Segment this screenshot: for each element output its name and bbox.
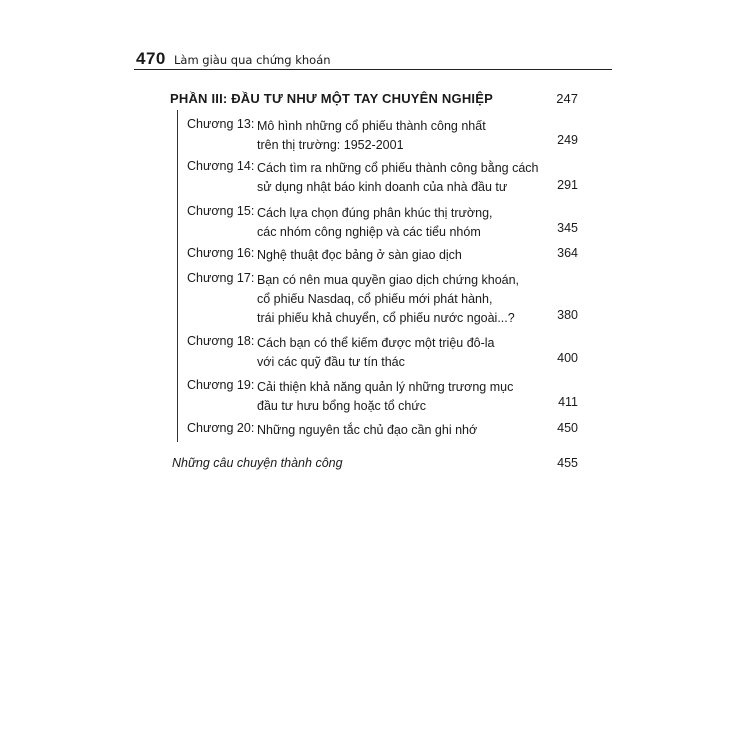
chapter-label: Chương 17: [187,271,255,285]
success-stories-page-number: 455 [557,456,578,470]
chapter-page-number: 400 [557,351,578,365]
chapter-title-line: sử dụng nhật báo kinh doanh của nhà đầu tư [257,180,508,194]
chapter-label: Chương 19: [187,378,255,392]
chapter-title-line: Mô hình những cổ phiếu thành công nhất [257,119,486,133]
page-header [0,0,750,70]
chapter-title-line: Cách lựa chọn đúng phân khúc thị trường, [257,206,493,220]
chapter-title [257,117,517,155]
chapter-title [257,159,539,197]
chapter-label: Chương 20: [187,421,255,435]
chapter-title-line: Nghệ thuật đọc bảng ở sàn giao dịch [257,248,462,262]
chapter-title-line: đầu tư hưu bổng hoặc tổ chức [257,399,426,413]
chapter-page-number: 380 [557,308,578,322]
chapter-title-line: các nhóm công nghiệp và các tiểu nhóm [257,225,481,239]
chapter-list-bracket-line [177,110,178,442]
chapter-title [257,246,517,265]
chapter-title-line: với các quỹ đầu tư tín thác [257,355,405,369]
chapter-label: Chương 15: [187,204,255,218]
chapter-title [257,204,517,242]
chapter-label: Chương 16: [187,246,255,260]
running-title: Làm giàu qua chứng khoán [174,53,331,67]
chapter-title-line: Những nguyên tắc chủ đạo cần ghi nhớ [257,423,478,437]
chapter-page-number: 450 [557,421,578,435]
chapter-title-line: Bạn có nên mua quyền giao dịch chứng khoán, [257,273,520,287]
chapter-title [257,334,517,372]
chapter-label: Chương 18: [187,334,255,348]
chapter-title [257,421,517,440]
chapter-title-line: cổ phiếu Nasdaq, cổ phiếu mới phát hành, [257,292,493,306]
chapter-title [257,271,520,328]
chapter-title-line: trên thị trường: 1952-2001 [257,138,404,152]
chapter-page-number: 345 [557,221,578,235]
chapter-page-number: 364 [557,246,578,260]
chapter-label: Chương 13: [187,117,255,131]
part-page-number: 247 [556,91,578,106]
chapter-page-number: 249 [557,133,578,147]
chapter-title-line: Cải thiện khả năng quản lý những trương mục [257,380,514,394]
chapter-title [257,378,517,416]
chapter-title-line: Cách bạn có thể kiếm được một triệu đô-la [257,336,495,350]
header-rule [134,69,612,70]
chapter-page-number: 291 [557,178,578,192]
chapter-title-line: Cách tìm ra những cổ phiếu thành công bằng cách [257,161,539,175]
toc-entry-success-stories: Những câu chuyện thành công [172,456,343,470]
chapter-title-line: trái phiếu khả chuyển, cổ phiếu nước ngoài...? [257,311,515,325]
page-number: 470 [136,49,166,68]
part-title: PHẦN III: ĐẦU TƯ NHƯ MỘT TAY CHUYÊN NGHIỆP [170,91,493,106]
chapter-page-number: 411 [558,395,578,409]
chapter-label: Chương 14: [187,159,255,173]
